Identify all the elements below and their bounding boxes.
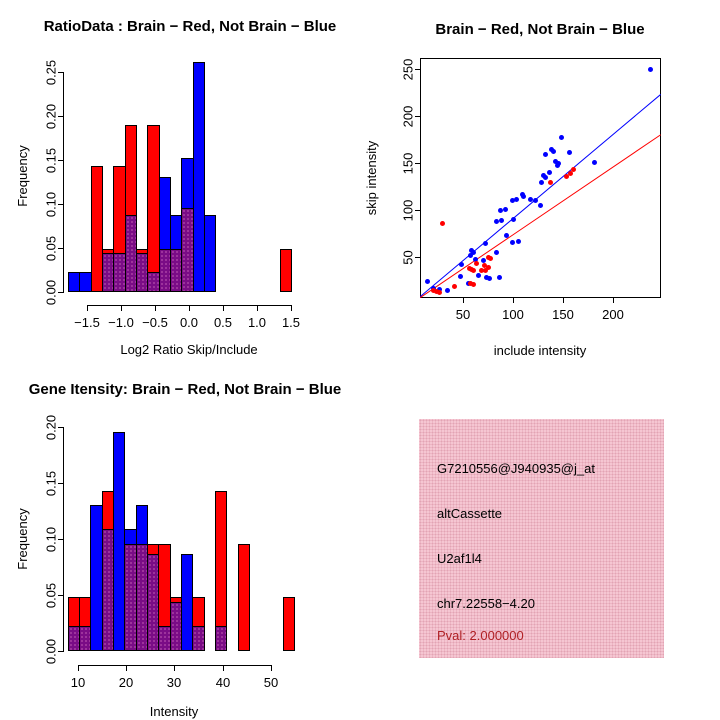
hist-bar-overlap: [192, 626, 205, 651]
scatter-point-blue: [567, 150, 572, 155]
probe-id-text: G7210556@J940935@j_at: [437, 461, 595, 476]
x-tick-label: 100: [502, 307, 524, 322]
ratio-histogram-ylabel: Frequency: [15, 145, 30, 207]
scatter-point-red: [564, 174, 569, 179]
scatter-title: Brain − Red, Not Brain − Blue: [435, 21, 645, 38]
y-tick-mark: [58, 595, 64, 596]
info-box: [419, 419, 664, 658]
y-tick-label: 50: [400, 250, 416, 265]
y-tick-mark: [415, 116, 420, 117]
scatter-point-blue: [497, 275, 502, 280]
scatter-point-blue: [551, 149, 556, 154]
scatter-point-red: [488, 256, 493, 261]
scatter-point-red: [483, 268, 488, 273]
y-tick-label: 0.20: [43, 414, 59, 441]
x-tick-mark: [87, 305, 88, 311]
y-tick-mark: [58, 204, 64, 205]
gene-histogram-xlabel: Intensity: [149, 704, 199, 719]
x-tick-label: 40: [215, 675, 231, 690]
x-tick-mark: [189, 305, 190, 311]
gene-name-text: U2af1l4: [437, 551, 482, 566]
y-tick-label: 100: [400, 199, 416, 222]
locus-text: chr7.22558−4.20: [437, 596, 535, 611]
scatter-point-blue: [547, 170, 552, 175]
scatter-point-blue: [510, 240, 515, 245]
x-tick-label: 50: [263, 675, 279, 690]
scatter-point-blue: [471, 250, 476, 255]
y-tick-mark: [58, 160, 64, 161]
scatter-point-blue: [476, 273, 481, 278]
x-tick-label: 1.0: [247, 315, 267, 330]
y-tick-label: 0.10: [43, 526, 59, 553]
hist-bar-overlap: [215, 626, 227, 651]
y-tick-label: 0.00: [43, 638, 59, 665]
x-tick-label: 200: [602, 307, 624, 322]
scatter-point-red: [548, 180, 553, 185]
scatter-point-red: [437, 290, 442, 295]
x-tick-mark: [513, 298, 514, 303]
y-tick-label: 0.25: [43, 59, 59, 86]
scatter-point-blue: [543, 175, 548, 180]
y-tick-mark: [58, 651, 64, 652]
hist-bar: [280, 249, 292, 292]
y-tick-mark: [415, 210, 420, 211]
y-tick-label: 0.15: [43, 147, 59, 174]
scatter-point-blue: [483, 241, 488, 246]
x-tick-mark: [126, 665, 127, 671]
y-tick-mark: [415, 163, 420, 164]
x-tick-mark: [155, 305, 156, 311]
scatter-point-blue: [543, 152, 548, 157]
y-tick-label: 0.10: [43, 191, 59, 218]
scatter-xlabel: include intensity: [493, 343, 587, 358]
y-tick-mark: [58, 292, 64, 293]
y-tick-label: 200: [400, 105, 416, 128]
y-tick-mark: [58, 116, 64, 117]
scatter-point-blue: [425, 279, 430, 284]
x-tick-label: 10: [70, 675, 86, 690]
scatter-point-blue: [592, 160, 597, 165]
x-tick-label: 30: [166, 675, 182, 690]
scatter-point-blue: [511, 217, 516, 222]
scatter-point-blue: [499, 218, 504, 223]
scatter-point-red: [452, 284, 457, 289]
x-tick-mark: [78, 665, 79, 671]
x-tick-label: 0.5: [213, 315, 233, 330]
hist-bar: [204, 215, 216, 292]
x-tick-label: 20: [118, 675, 134, 690]
y-tick-mark: [58, 248, 64, 249]
x-tick-label: 150: [552, 307, 574, 322]
scatter-point-blue: [556, 161, 561, 166]
x-tick-mark: [613, 298, 614, 303]
fit-line-red: [420, 135, 661, 298]
scatter-point-blue: [516, 239, 521, 244]
y-tick-mark: [58, 483, 64, 484]
y-tick-label: 0.05: [43, 582, 59, 609]
pval-text: Pval: 2.000000: [437, 628, 524, 643]
fit-line-blue: [420, 94, 661, 297]
y-tick-label: 250: [400, 58, 416, 81]
splice-type-text: altCassette: [437, 506, 503, 521]
y-tick-label: 0.15: [43, 470, 59, 497]
y-axis-line: [63, 72, 64, 293]
x-tick-mark: [257, 305, 258, 311]
scatter-point-blue: [445, 288, 450, 293]
scatter-fit-lines: [420, 58, 661, 298]
x-tick-label: 0.0: [179, 315, 199, 330]
x-tick-mark: [563, 298, 564, 303]
x-tick-mark: [174, 665, 175, 671]
scatter-point-blue: [494, 250, 499, 255]
gene-histogram-title: Gene Itensity: Brain − Red, Not Brain − Blue: [28, 381, 342, 398]
x-tick-label: 50: [455, 307, 471, 322]
x-tick-mark: [121, 305, 122, 311]
gene-histogram-ylabel: Frequency: [15, 508, 30, 570]
y-tick-label: 0.00: [43, 279, 59, 306]
scatter-point-blue: [459, 262, 464, 267]
y-tick-label: 150: [400, 152, 416, 175]
scatter-point-blue: [504, 233, 509, 238]
x-tick-mark: [223, 305, 224, 311]
scatter-point-blue: [559, 135, 564, 140]
x-tick-mark: [223, 665, 224, 671]
x-tick-label: −1.5: [74, 315, 100, 330]
y-tick-mark: [58, 427, 64, 428]
x-tick-mark: [463, 298, 464, 303]
x-tick-label: −0.5: [142, 315, 168, 330]
x-tick-label: −1.0: [108, 315, 134, 330]
scatter-point-blue: [514, 197, 519, 202]
scatter-point-red: [440, 221, 445, 226]
hist-bar: [238, 544, 250, 651]
scatter-point-blue: [458, 274, 463, 279]
scatter-point-red: [471, 282, 476, 287]
y-tick-mark: [415, 69, 420, 70]
x-axis-line: [78, 665, 272, 666]
scatter-point-red: [474, 261, 479, 266]
y-tick-label: 0.20: [43, 103, 59, 130]
scatter-ylabel: skip intensity: [364, 140, 379, 216]
scatter-point-blue: [533, 198, 538, 203]
ratio-histogram-title: RatioData : Brain − Red, Not Brain − Blue: [43, 18, 337, 35]
y-tick-mark: [415, 257, 420, 258]
scatter-point-blue: [538, 203, 543, 208]
scatter-point-blue: [487, 276, 492, 281]
x-tick-mark: [271, 665, 272, 671]
scatter-point-red: [471, 268, 476, 273]
scatter-point-blue: [521, 194, 526, 199]
scatter-point-blue: [503, 207, 508, 212]
scatter-point-blue: [648, 67, 653, 72]
y-tick-mark: [58, 72, 64, 73]
hist-bar: [283, 597, 295, 651]
scatter-point-blue: [539, 180, 544, 185]
x-tick-mark: [291, 305, 292, 311]
x-tick-label: 1.5: [281, 315, 301, 330]
y-tick-label: 0.05: [43, 235, 59, 262]
ratio-histogram-xlabel: Log2 Ratio Skip/Include: [120, 342, 258, 357]
y-tick-mark: [58, 539, 64, 540]
